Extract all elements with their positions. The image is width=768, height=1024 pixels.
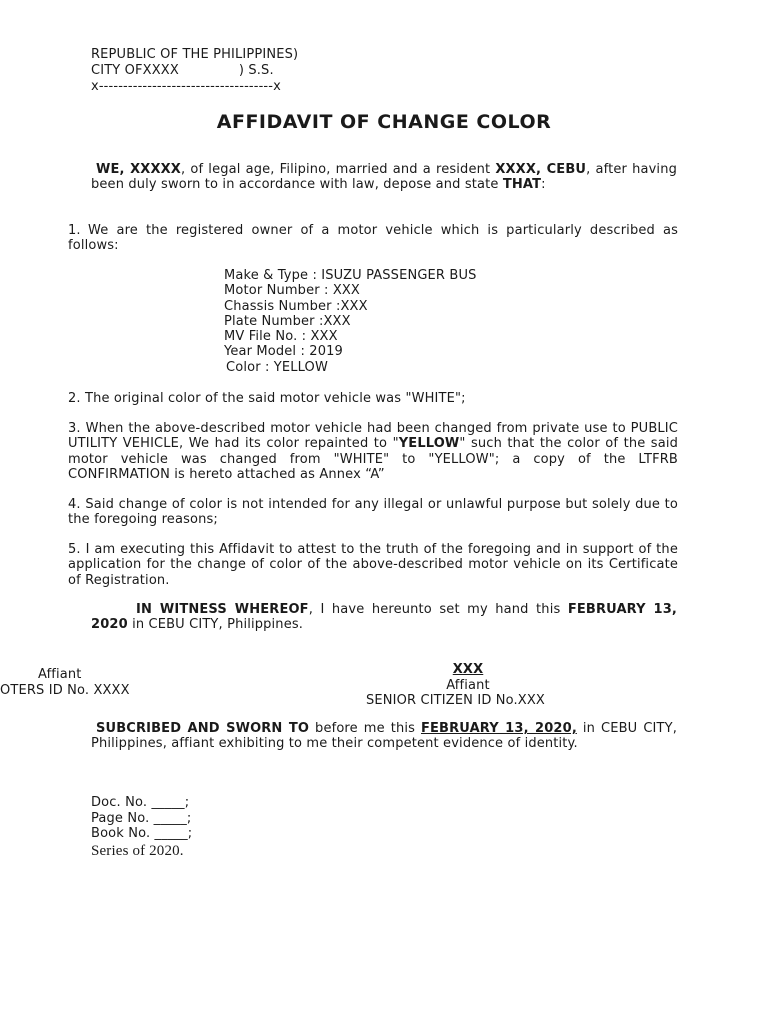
affiant-left-label: Affiant <box>38 667 82 682</box>
vehicle-chassis: Chassis Number :XXX <box>224 298 368 314</box>
vehicle-year: Year Model : 2019 <box>224 344 343 360</box>
affiant-right-name: XXX <box>452 662 484 677</box>
list-item-3: 3. When the above-described motor vehicle had been changed from private use to PUBLIC UTILITY VEHICLE, We had its color repainted to "YELLOW" such that the color of the said motor vehicle was changed from "WHITE" to "YELLOW"; a copy of the LTFRB CONFIRMATION is hereto attached as Annex “A” <box>68 421 679 482</box>
witness-date: FEBRUARY 13, 2020 <box>91 602 678 633</box>
doc-number: Doc. No. _____; <box>91 795 190 810</box>
page-number: Page No. _____; <box>91 811 192 826</box>
list-item-1: 1. We are the registered owner of a motor vehicle which is particularly described as follows: <box>68 223 678 254</box>
jurat-date: FEBRUARY 13, 2020, <box>421 721 577 736</box>
jurat-paragraph: SUBCRIBED AND SWORN TO before me this FEBRUARY 13, 2020, in CEBU CITY, Philippines, affiant exhibiting to me their competent evidence of identity. <box>91 721 677 752</box>
list-item-2: 2. The original color of the said motor vehicle was "WHITE"; <box>68 391 466 406</box>
witness-paragraph: IN WITNESS WHEREOF, I have hereunto set my hand this FEBRUARY 13, 2020 in CEBU CITY, Philippines. <box>91 602 678 633</box>
series-year: Series of 2020. <box>91 843 184 859</box>
vehicle-details <box>224 268 477 375</box>
book-number: Book No. _____; <box>91 826 193 841</box>
vehicle-motor: Motor Number : XXX <box>224 283 360 299</box>
intro-paragraph: WE, XXXXX, of legal age, Filipino, married and a resident XXXX, CEBU, after having been duly sworn to in accordance with law, depose and state THAT: <box>91 162 677 193</box>
document-title: AFFIDAVIT OF CHANGE COLOR <box>216 111 552 133</box>
vehicle-plate: Plate Number :XXX <box>224 313 351 329</box>
vehicle-make: Make & Type : ISUZU PASSENGER BUS <box>224 268 477 283</box>
list-item-4: 4. Said change of color is not intended for any illegal or unlawful purpose but solely due to the foregoing reasons; <box>68 497 678 528</box>
affiant-left-id: OTERS ID No. XXXX <box>0 683 130 698</box>
vehicle-color: Color : YELLOW <box>226 359 328 375</box>
caption-separator: x------------------------------------x <box>91 79 281 94</box>
caption-city: CITY OFXXXX ) S.S. <box>91 63 274 78</box>
residence: XXXX, CEBU <box>495 162 587 177</box>
list-item-5: 5. I am executing this Affidavit to attest to the truth of the foregoing and in support of the application for the change of color of the above-described motor vehicle on its Certificate of Registration. <box>68 542 678 588</box>
caption-republic: REPUBLIC OF THE PHILIPPINES) <box>91 47 299 62</box>
affiant-right-label: Affiant <box>446 678 490 693</box>
vehicle-mv-file: MV File No. : XXX <box>224 329 338 345</box>
affiant-names: WE, XXXXX <box>96 162 181 177</box>
affiant-right-id: SENIOR CITIZEN ID No.XXX <box>366 693 545 708</box>
